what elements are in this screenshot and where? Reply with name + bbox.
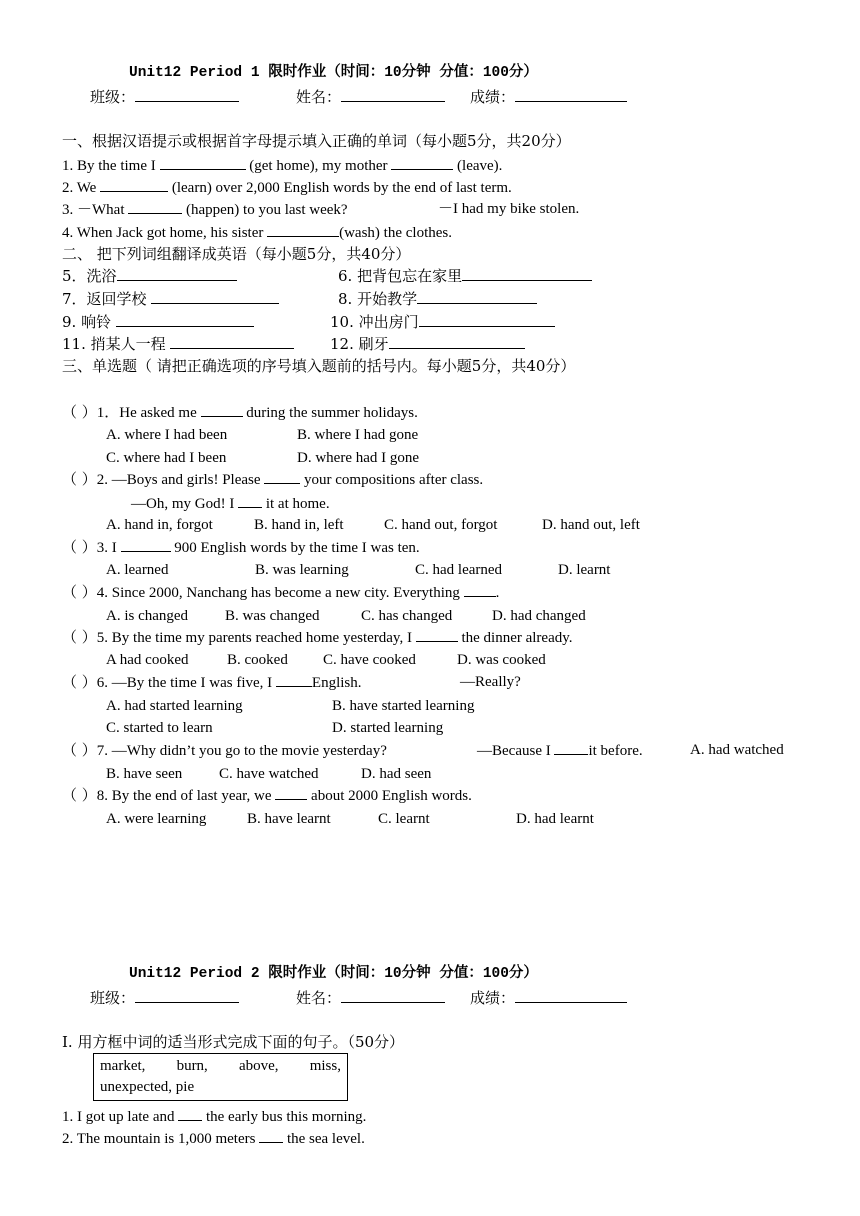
class-blank[interactable] [135,87,239,102]
mc-question-6: （ ）6. —By the time I was five, I English. [62,673,362,691]
mc-question-7-reply: —Because I it before. [477,740,643,761]
mc-question-2-line2: —Oh, my God! I it at home. [131,493,330,514]
name-blank[interactable] [341,87,445,102]
word-box [93,1053,348,1101]
mc5-option-b[interactable]: B. cooked [227,652,288,668]
s1-question-3-answer: －I had my bike stolen. [438,201,580,217]
mc-question-6-reply: —Really? [460,674,521,690]
mc4-option-a[interactable]: A. is changed [106,608,189,624]
mc8-option-d[interactable]: D. had learnt [516,811,594,827]
s1-question-3: 3. －What (happen) to you last week? [62,199,348,220]
answer-paren[interactable]: （ ） [62,403,97,421]
mc8-option-b[interactable]: B. have learnt [247,811,331,827]
box-word: burn, [176,1058,208,1074]
period1-score-field: 成绩： [470,87,627,107]
mc-question-2: （ ）2. —Boys and girls! Please your compositions after class. [62,470,484,488]
mc3-option-b[interactable]: B. was learning [255,562,349,578]
period2-class-field: 班级： [90,988,239,1008]
mc2-option-a[interactable]: A. hand in, forgot [106,517,213,533]
s2-item-10: 10. 冲出房门 [330,312,555,332]
s2-item-9: 9. 响铃 [62,312,254,332]
answer-paren[interactable]: （ ） [62,538,97,556]
mc-question-3: （ ）3. I 900 English words by the time I was ten. [62,538,420,556]
mc1-option-c[interactable]: C. where had I been [106,450,227,466]
box-line-2: unexpected, pie [100,1079,195,1095]
s2-item-7: 7．返回学校 [62,289,279,309]
period2-section1-heading: I. 用方框中词的适当形式完成下面的句子。（50分） [62,1033,405,1051]
s2-item-5: 5．洗浴 [62,266,237,286]
p2-question-2: 2. The mountain is 1,000 meters the sea level. [62,1128,365,1149]
period2-name-field: 姓名： [296,988,445,1008]
s2-item-12: 12. 刷牙 [330,334,525,354]
mc4-option-b[interactable]: B. was changed [225,608,320,624]
mc1-option-a[interactable]: A. where I had been [106,427,228,443]
s1-question-2: 2. We (learn) over 2,000 English words by the end of last term. [62,177,512,198]
box-word: above, [238,1058,279,1074]
answer-paren[interactable]: （ ） [62,470,97,488]
box-word: market, [100,1058,146,1074]
mc5-option-d[interactable]: D. was cooked [457,652,546,668]
period1-title: Unit12 Period 1 限时作业（时间：10分钟 分值：100分） [129,65,538,81]
period2-title: Unit12 Period 2 限时作业（时间：10分钟 分值：100分） [129,966,538,982]
mc7-option-a[interactable]: A. had watched [690,742,784,758]
mc7-option-b[interactable]: B. have seen [106,766,183,782]
mc2-option-b[interactable]: B. hand in, left [254,517,344,533]
mc2-option-d[interactable]: D. hand out, left [542,517,640,533]
mc8-option-c[interactable]: C. learnt [378,811,430,827]
answer-paren[interactable]: （ ） [62,583,97,601]
mc4-option-c[interactable]: C. has changed [361,608,453,624]
mc4-option-d[interactable]: D. had changed [492,608,586,624]
class-blank[interactable] [135,988,239,1003]
answer-paren[interactable]: （ ） [62,741,97,759]
mc-question-7: （ ）7. —Why didn’t you go to the movie yesterday? [62,741,387,759]
mc6-option-c[interactable]: C. started to learn [106,720,213,736]
p2-question-1: 1. I got up late and the early bus this morning. [62,1106,366,1127]
answer-paren[interactable]: （ ） [62,673,97,691]
section1-heading: 一、根据汉语提示或根据首字母提示填入正确的单词（每小题5分，共20分） [62,132,571,150]
mc7-option-d[interactable]: D. had seen [361,766,432,782]
section2-heading: 二、 把下列词组翻译成英语（每小题5分，共40分） [62,245,411,263]
mc5-option-c[interactable]: C. have cooked [323,652,416,668]
mc2-option-c[interactable]: C. hand out, forgot [384,517,498,533]
period1-class-field: 班级： [90,87,239,107]
mc-question-8: （ ）8. By the end of last year, we about 2000 English words. [62,786,472,804]
s2-item-8: 8. 开始教学 [338,289,537,309]
period1-name-field: 姓名： [296,87,445,107]
name-blank[interactable] [341,988,445,1003]
mc1-option-b[interactable]: B. where I had gone [297,427,419,443]
s1-question-4: 4. When Jack got home, his sister (wash) the clothes. [62,222,452,243]
s1-question-1: 1. By the time I (get home), my mother (leave). [62,155,502,176]
mc6-option-b[interactable]: B. have started learning [332,698,475,714]
mc3-option-d[interactable]: D. learnt [558,562,611,578]
mc-question-1: （ ）1．He asked me during the summer holidays. [62,403,418,421]
mc3-option-a[interactable]: A. learned [106,562,169,578]
mc6-option-a[interactable]: A. had started learning [106,698,243,714]
answer-paren[interactable]: （ ） [62,786,97,804]
section3-heading: 三、单选题（ 请把正确选项的序号填入题前的括号内。每小题5分，共40分） [62,357,576,375]
score-blank[interactable] [515,87,627,102]
mc-question-4: （ ）4. Since 2000, Nanchang has become a new city. Everything . [62,583,500,601]
answer-paren[interactable]: （ ） [62,628,97,646]
mc3-option-c[interactable]: C. had learned [415,562,503,578]
mc6-option-d[interactable]: D. started learning [332,720,444,736]
box-word: miss, [309,1058,341,1074]
mc1-option-d[interactable]: D. where had I gone [297,450,420,466]
score-blank[interactable] [515,988,627,1003]
s2-item-11: 11. 捎某人一程 [62,334,294,354]
mc7-option-c[interactable]: C. have watched [219,766,319,782]
period2-score-field: 成绩： [470,988,627,1008]
s2-item-6: 6. 把背包忘在家里 [338,266,592,286]
mc5-option-a[interactable]: A had cooked [106,652,189,668]
mc8-option-a[interactable]: A. were learning [106,811,207,827]
mc-question-5: （ ）5. By the time my parents reached home yesterday, I the dinner already. [62,628,573,646]
